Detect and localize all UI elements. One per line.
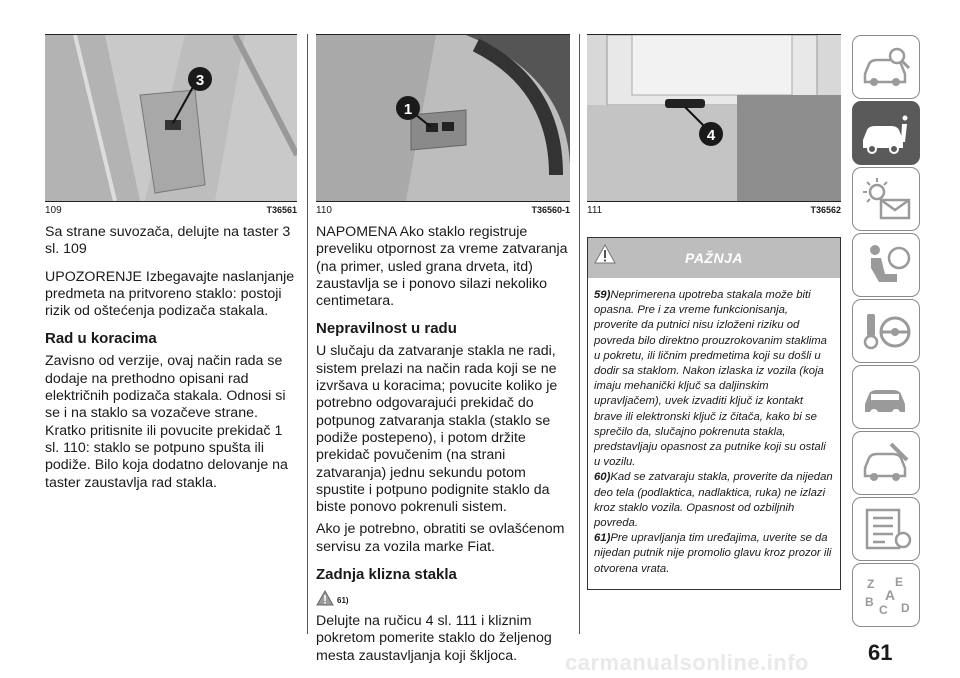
warning-reference bbox=[316, 590, 570, 610]
warning-item-text: Pre upravljanja tim uređajima, uverite se da nijedan putnik nije promolio glavu kroz prozor ili otvorena vrata. bbox=[594, 532, 832, 575]
warning-ref-label: 61) bbox=[337, 596, 349, 606]
tab-specifications[interactable] bbox=[852, 497, 920, 561]
tab-car-search[interactable] bbox=[852, 35, 920, 99]
tab-warning-lights[interactable] bbox=[852, 167, 920, 231]
figure-110-caption bbox=[316, 205, 570, 219]
warning-item-number: 61) bbox=[594, 532, 611, 545]
figure-111-caption bbox=[587, 205, 841, 219]
paragraph: Sa strane suvozača, delujte na taster 3 sl. 109 bbox=[45, 224, 291, 258]
svg-text:C: C bbox=[879, 603, 888, 617]
tab-car-tools[interactable] bbox=[852, 365, 920, 429]
alphabetical-index-icon bbox=[861, 572, 913, 620]
figure-code: T36560-1 bbox=[531, 205, 570, 215]
warning-item-text: Neprimerena upotreba stakala može biti opasna. Pre i za vreme funkcionisanja, proverite da putnici nisu izloženi riziku od povreda bilo direktno prouzrokovanim staklima u pokretu, ili ličnim predmetima koji su došli u dodir sa staklom. Nakon izlaska iz vozila (koja imaju mehanički ključ sa daljinskim upravljačem), uvek izvaditi ključ iz kontakt brave ili elektronski ključ iz čitača, kako bi se sprečilo da, slučajno pokrenuta stakla, predstavljaju opasnost za putnike koji su ostali u vozilu. bbox=[594, 289, 827, 469]
chapter-sidebar bbox=[852, 35, 920, 629]
paragraph-warning: UPOZORENJE Izbegavajte naslanjanje predmeta na pritvoreno staklo: postoji rizik od oštećenja podizača stakala. bbox=[45, 268, 295, 320]
callout-label: 1 bbox=[403, 101, 413, 118]
figure-number: 109 bbox=[45, 205, 62, 216]
warning-box-header bbox=[588, 238, 840, 278]
figure-111-photo bbox=[587, 34, 841, 202]
specifications-list-icon bbox=[861, 506, 913, 554]
figure-number: 110 bbox=[316, 205, 332, 216]
tab-key-steering[interactable] bbox=[852, 299, 920, 363]
section-heading: Rad u koracima bbox=[45, 330, 157, 348]
sliding-window-illustration bbox=[587, 35, 841, 201]
section-heading: Zadnja klizna stakla bbox=[316, 566, 457, 584]
svg-text:E: E bbox=[895, 575, 904, 589]
column-divider bbox=[579, 34, 580, 634]
column-1 bbox=[45, 34, 297, 492]
warning-box-title: PAŽNJA bbox=[685, 250, 743, 266]
page-number: 61 bbox=[868, 640, 893, 665]
figure-number: 111 bbox=[587, 205, 603, 216]
figure-110-photo bbox=[316, 34, 570, 202]
paragraph: Ako je potrebno, obratiti se ovlašćenom servisu za vozila marke Fiat. bbox=[316, 521, 565, 555]
section-heading: Nepravilnost u radu bbox=[316, 320, 457, 338]
figure-109-photo bbox=[45, 34, 297, 202]
figure-code: T36561 bbox=[266, 205, 297, 215]
paragraph: U slučaju da zatvaranje stakla ne radi, sistem prelazi na način rada koji se ne izvršava u koracima; povucite koliko je potrebno odgovarajući prekidač do potpunog zatvaranja stakla (staklo se podiže postepeno), i potom držite prekidač povučenim (na strani zatvaranja) jednu sekundu potom spustite i potpuno podignite staklo da biste ponovo pokrenuli sistem. bbox=[316, 343, 558, 516]
car-info-icon bbox=[861, 110, 913, 158]
warning-triangle-icon bbox=[316, 590, 334, 606]
tab-alphabetical-index[interactable] bbox=[852, 563, 920, 627]
svg-text:A: A bbox=[885, 587, 896, 603]
paragraph: Delujte na ručicu 4 sl. 111 i kliznim pokretom pomerite staklo do željenog mesta zaustavljanja koji škljoca. bbox=[316, 613, 552, 664]
callout-label: 3 bbox=[195, 72, 205, 89]
figure-code: T36562 bbox=[810, 205, 841, 215]
column-3 bbox=[587, 34, 841, 590]
tab-car-info[interactable] bbox=[852, 101, 920, 165]
column-2 bbox=[316, 34, 570, 665]
svg-text:B: B bbox=[865, 595, 874, 609]
car-maintenance-icon bbox=[861, 440, 913, 488]
car-search-icon bbox=[861, 44, 913, 92]
warning-item-number: 60) bbox=[594, 471, 611, 484]
column-divider bbox=[307, 34, 308, 634]
paragraph-note: NAPOMENA Ako staklo registruje preveliku otpornost za vreme zatvaranja (na primer, usled grana drveta, itd) zaustavlja se i ponovo silazi nekoliko centimetara. bbox=[316, 224, 568, 310]
svg-text:Z: Z bbox=[867, 577, 875, 591]
warning-item-number: 59) bbox=[594, 289, 611, 301]
warning-box bbox=[587, 237, 841, 590]
paragraph: Zavisno od verzije, ovaj način rada se dodaje na prethodno opisani rad električnih podizača stakala. Odnosi si se i na staklo sa vozačeve strane. Kratko pritisnite ili povucite prekidač 1 sl. 110: staklo se potpuno spušta ili podiže. Bilo koja dodatno delovanje na taster zaustavlja rad stakla. bbox=[45, 353, 288, 491]
svg-text:D: D bbox=[901, 601, 910, 615]
car-tools-icon bbox=[861, 374, 913, 422]
warning-item bbox=[594, 531, 834, 577]
watermark: carmanualsonline.info bbox=[565, 650, 809, 675]
warning-lights-icon bbox=[861, 176, 913, 224]
warning-triangle-icon bbox=[594, 244, 616, 264]
driver-door-illustration bbox=[316, 35, 570, 201]
tab-car-maintenance[interactable] bbox=[852, 431, 920, 495]
warning-item-text: Kad se zatvaraju stakla, proverite da nijedan deo tela (podlaktica, nadlaktica, ruka) ne izlazi kroz staklo vozila. Opasnost od ozbiljnih povreda. bbox=[594, 471, 833, 530]
door-panel-illustration bbox=[45, 35, 297, 201]
figure-109-caption bbox=[45, 205, 297, 219]
warning-box-body bbox=[588, 278, 840, 589]
warning-item bbox=[594, 288, 834, 470]
callout-label: 4 bbox=[706, 127, 716, 144]
airbag-seat-icon bbox=[861, 242, 913, 290]
warning-item bbox=[594, 470, 834, 531]
key-steering-icon bbox=[861, 308, 913, 356]
tab-airbag-seat[interactable] bbox=[852, 233, 920, 297]
